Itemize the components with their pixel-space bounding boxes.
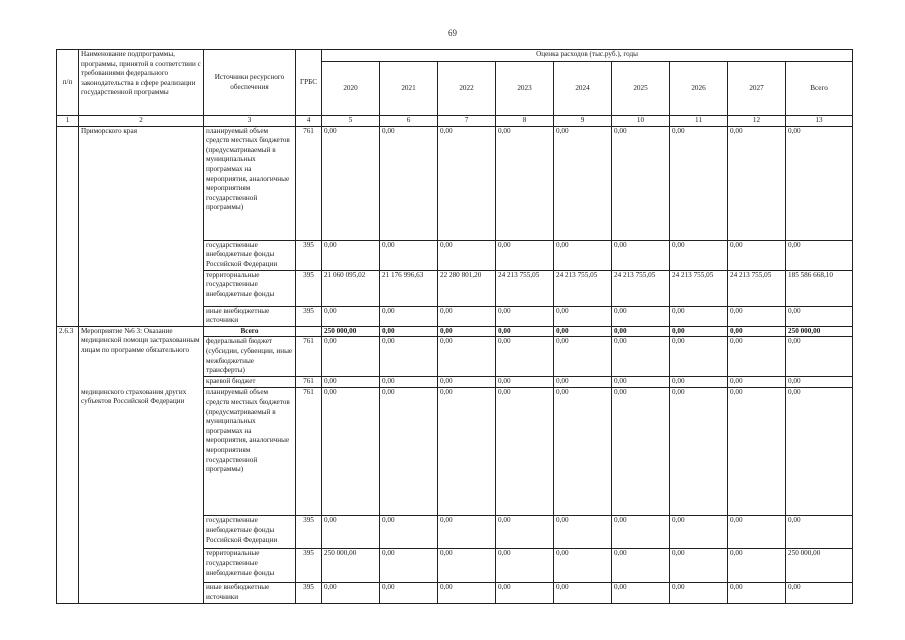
table-row-total — [57, 326, 853, 337]
value-cell: 0,00 — [612, 377, 670, 388]
value-cell: 0,00 — [728, 388, 786, 516]
value-cell: 21 176 996,63 — [380, 270, 438, 306]
header-grbs: ГРБС — [296, 50, 322, 116]
grbs-cell: 395 — [296, 583, 322, 603]
value-cell: 0,00 — [612, 326, 670, 337]
table-row — [57, 126, 853, 240]
value-cell: 0,00 — [612, 306, 670, 326]
grbs-cell: 395 — [296, 549, 322, 583]
header-year: 2023 — [496, 62, 554, 116]
column-number: 5 — [322, 116, 380, 127]
source-cell: краевой бюджет — [204, 377, 296, 388]
header-year: Всего — [786, 62, 853, 116]
source-cell: иные внебюджетные источники — [204, 583, 296, 603]
value-cell: 0,00 — [322, 240, 380, 270]
value-cell: 0,00 — [438, 240, 496, 270]
value-cell: 0,00 — [670, 516, 728, 549]
column-number: 2 — [79, 116, 204, 127]
value-cell: 24 213 755,05 — [554, 270, 612, 306]
value-cell: 0,00 — [496, 516, 554, 549]
source-cell: государственные внебюджетные фонды Российской Федерации — [204, 516, 296, 549]
row-name-cell: Мероприятие №6 3: Оказание медицинской помощи застрахованным лицам по программе обязательного — [79, 326, 204, 388]
value-cell: 0,00 — [670, 240, 728, 270]
page-number: 69 — [448, 28, 457, 38]
value-cell: 24 213 755,05 — [612, 270, 670, 306]
column-number: 10 — [612, 116, 670, 127]
column-number: 8 — [496, 116, 554, 127]
table-row — [57, 388, 853, 516]
value-cell: 0,00 — [786, 126, 853, 240]
value-cell: 0,00 — [438, 516, 496, 549]
grbs-cell: 761 — [296, 126, 322, 240]
value-cell: 0,00 — [728, 240, 786, 270]
header-year: 2025 — [612, 62, 670, 116]
value-cell: 0,00 — [728, 306, 786, 326]
row-name-cell: медицинского страхования других субъектов Российской Федерации — [79, 388, 204, 603]
grbs-cell: 395 — [296, 240, 322, 270]
value-cell: 250 000,00 — [786, 549, 853, 583]
value-cell: 0,00 — [380, 583, 438, 603]
value-cell: 0,00 — [670, 388, 728, 516]
value-cell: 0,00 — [612, 126, 670, 240]
value-cell: 0,00 — [728, 326, 786, 337]
value-cell: 0,00 — [554, 583, 612, 603]
value-cell: 0,00 — [438, 549, 496, 583]
value-cell: 21 060 095,02 — [322, 270, 380, 306]
column-number: 6 — [380, 116, 438, 127]
value-cell: 0,00 — [496, 388, 554, 516]
value-cell: 0,00 — [554, 240, 612, 270]
value-cell: 0,00 — [786, 377, 853, 388]
value-cell: 0,00 — [496, 326, 554, 337]
value-cell: 0,00 — [612, 583, 670, 603]
value-cell: 0,00 — [496, 240, 554, 270]
value-cell: 0,00 — [380, 377, 438, 388]
value-cell: 0,00 — [612, 240, 670, 270]
value-cell: 250 000,00 — [322, 549, 380, 583]
header-year: 2020 — [322, 62, 380, 116]
table-body — [57, 126, 853, 603]
budget-table — [56, 49, 853, 604]
row-name-cell: Приморского края — [79, 126, 204, 326]
value-cell: 0,00 — [786, 240, 853, 270]
value-cell: 0,00 — [380, 240, 438, 270]
value-cell: 0,00 — [438, 583, 496, 603]
column-number: 9 — [554, 116, 612, 127]
value-cell: 0,00 — [670, 306, 728, 326]
column-number: 12 — [728, 116, 786, 127]
value-cell: 0,00 — [380, 306, 438, 326]
value-cell: 0,00 — [554, 549, 612, 583]
value-cell: 0,00 — [728, 583, 786, 603]
value-cell: 0,00 — [728, 377, 786, 388]
value-cell: 0,00 — [786, 388, 853, 516]
value-cell: 0,00 — [612, 388, 670, 516]
value-cell: 0,00 — [322, 126, 380, 240]
value-cell: 24 213 755,05 — [670, 270, 728, 306]
value-cell: 0,00 — [554, 388, 612, 516]
column-number: 1 — [57, 116, 79, 127]
header-year: 2026 — [670, 62, 728, 116]
value-cell: 0,00 — [380, 326, 438, 337]
source-cell: Всего — [204, 326, 296, 337]
value-cell: 0,00 — [496, 306, 554, 326]
value-cell: 0,00 — [380, 516, 438, 549]
value-cell: 22 280 801,20 — [438, 270, 496, 306]
value-cell: 0,00 — [554, 377, 612, 388]
value-cell: 0,00 — [728, 337, 786, 377]
value-cell: 24 213 755,05 — [728, 270, 786, 306]
source-cell: государственные внебюджетные фонды Российской Федерации — [204, 240, 296, 270]
value-cell: 0,00 — [438, 377, 496, 388]
source-cell: иные внебюджетные источники — [204, 306, 296, 326]
value-cell: 0,00 — [554, 326, 612, 337]
grbs-cell: 761 — [296, 388, 322, 516]
value-cell: 0,00 — [670, 549, 728, 583]
value-cell: 0,00 — [496, 126, 554, 240]
value-cell: 0,00 — [728, 516, 786, 549]
grbs-cell — [296, 326, 322, 337]
source-cell: планируемый объем средств местных бюджетов (предусматриваемый в муниципальных программах на мероприятия, аналогичные мероприятиям государственной программы) — [204, 126, 296, 240]
header-year: 2021 — [380, 62, 438, 116]
header-group: Оценка расходов (тыс.руб.), годы — [322, 50, 853, 62]
header-year: 2027 — [728, 62, 786, 116]
value-cell: 0,00 — [786, 516, 853, 549]
grbs-cell: 761 — [296, 337, 322, 377]
value-cell: 0,00 — [554, 516, 612, 549]
value-cell: 0,00 — [380, 549, 438, 583]
header-name: Наименование подпрограммы, программы, принятой в соответствии с требованиями федерального законодательства в сфере реализации государственной программы — [79, 50, 204, 116]
value-cell: 0,00 — [322, 377, 380, 388]
value-cell: 0,00 — [322, 337, 380, 377]
value-cell: 0,00 — [496, 549, 554, 583]
header-year: 2022 — [438, 62, 496, 116]
value-cell: 0,00 — [612, 516, 670, 549]
value-cell: 0,00 — [380, 388, 438, 516]
column-number: 4 — [296, 116, 322, 127]
value-cell: 0,00 — [670, 326, 728, 337]
value-cell: 185 586 668,10 — [786, 270, 853, 306]
header-colnum-row — [57, 116, 853, 127]
value-cell: 0,00 — [670, 583, 728, 603]
value-cell: 0,00 — [786, 583, 853, 603]
value-cell: 250 000,00 — [322, 326, 380, 337]
value-cell: 0,00 — [728, 549, 786, 583]
header-year: 2024 — [554, 62, 612, 116]
header-num: п/п — [57, 50, 79, 116]
value-cell: 0,00 — [670, 377, 728, 388]
column-number: 11 — [670, 116, 728, 127]
value-cell: 0,00 — [322, 388, 380, 516]
row-num-cell — [57, 126, 79, 326]
value-cell: 24 213 755,05 — [496, 270, 554, 306]
value-cell: 0,00 — [380, 126, 438, 240]
column-number: 13 — [786, 116, 853, 127]
value-cell: 0,00 — [670, 126, 728, 240]
value-cell: 0,00 — [438, 306, 496, 326]
source-cell: федеральный бюджет (субсидии, субвенции, иные межбюджетные трансферты) — [204, 337, 296, 377]
value-cell: 0,00 — [322, 516, 380, 549]
grbs-cell: 395 — [296, 516, 322, 549]
grbs-cell: 395 — [296, 306, 322, 326]
value-cell: 0,00 — [438, 337, 496, 377]
value-cell: 0,00 — [380, 337, 438, 377]
value-cell: 0,00 — [496, 583, 554, 603]
value-cell: 0,00 — [554, 126, 612, 240]
value-cell: 0,00 — [322, 583, 380, 603]
header-source: Источники ресурсного обеспечения — [204, 50, 296, 116]
row-num-cell: 2.6.3 — [57, 326, 79, 603]
value-cell: 0,00 — [438, 126, 496, 240]
column-number: 3 — [204, 116, 296, 127]
value-cell: 0,00 — [438, 326, 496, 337]
source-cell: территориальные государственные внебюджетные фонды — [204, 549, 296, 583]
grbs-cell: 395 — [296, 270, 322, 306]
source-cell: территориальные государственные внебюджетные фонды — [204, 270, 296, 306]
value-cell: 0,00 — [786, 337, 853, 377]
value-cell: 0,00 — [786, 306, 853, 326]
value-cell: 0,00 — [438, 388, 496, 516]
value-cell: 0,00 — [496, 377, 554, 388]
source-cell: планируемый объем средств местных бюджетов (предусматриваемый в муниципальных программах на мероприятия, аналогичные мероприятиям государственной программы) — [204, 388, 296, 516]
value-cell: 0,00 — [612, 549, 670, 583]
value-cell: 0,00 — [554, 337, 612, 377]
grbs-cell: 761 — [296, 377, 322, 388]
value-cell: 250 000,00 — [786, 326, 853, 337]
value-cell: 0,00 — [554, 306, 612, 326]
value-cell: 0,00 — [322, 306, 380, 326]
value-cell: 0,00 — [728, 126, 786, 240]
value-cell: 0,00 — [612, 337, 670, 377]
value-cell: 0,00 — [670, 337, 728, 377]
value-cell: 0,00 — [496, 337, 554, 377]
column-number: 7 — [438, 116, 496, 127]
